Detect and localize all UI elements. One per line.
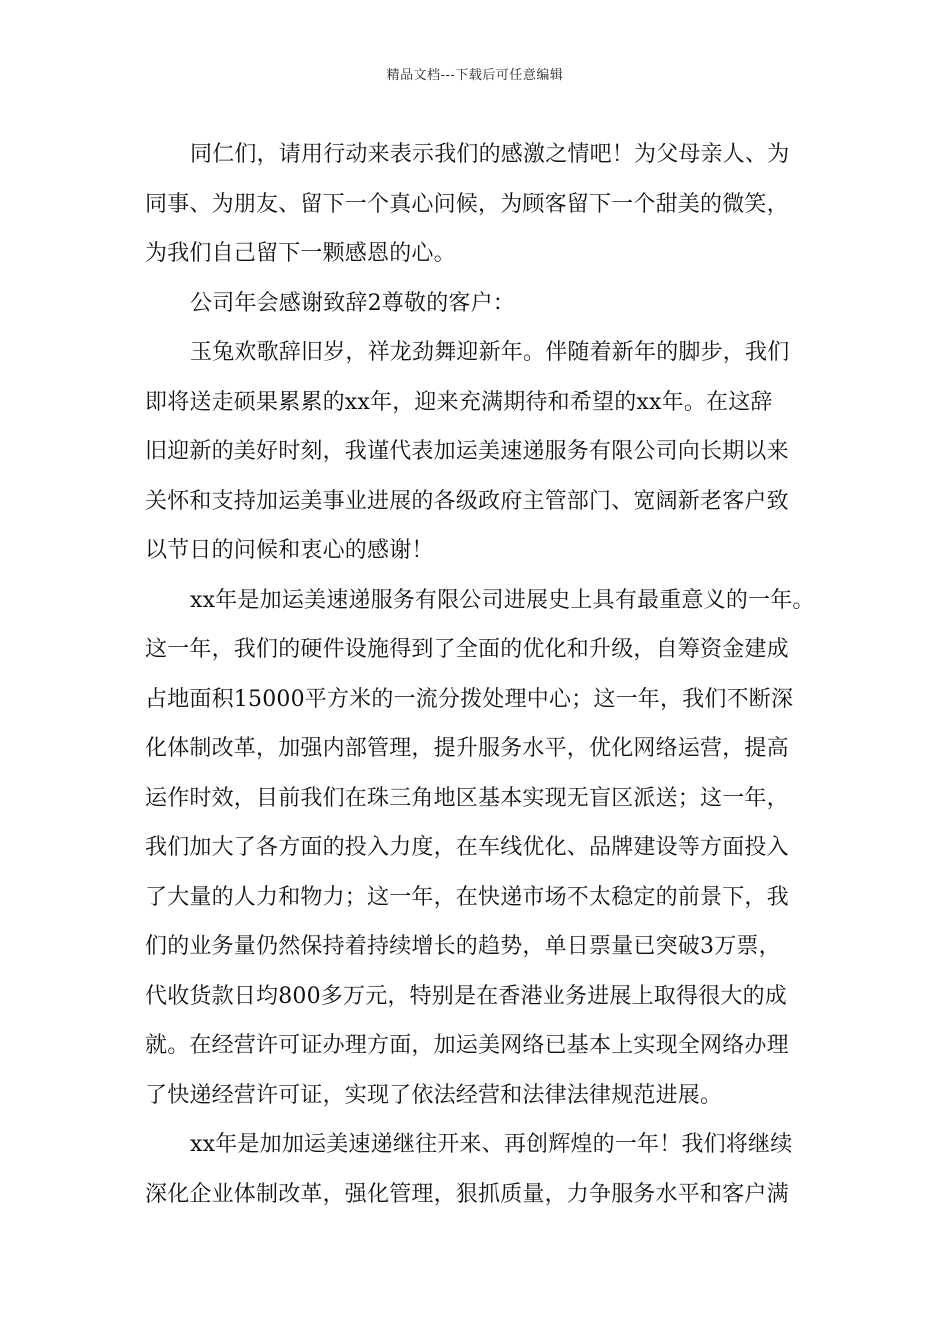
text-line: 运作时效，目前我们在珠三角地区基本实现无盲区派送；这一年， [145, 785, 789, 811]
text-line: 玉兔欢歌辞旧岁，祥龙劲舞迎新年。伴随着新年的脚步，我们 [190, 340, 790, 365]
text-line: 旧迎新的美好时刻，我谨代表加运美速递服务有限公司向长期以来 [145, 439, 789, 464]
text-line: 们的业务量仍然保持着持续增长的趋势，单日票量已突破3万票， [145, 934, 781, 959]
text-line: 公司年会感谢致辞2尊敬的客户： [190, 290, 515, 316]
text-line: 代收货款日均800多万元，特别是在香港业务进展上取得很大的成 [145, 983, 787, 1009]
text-line: 了快递经营许可证，实现了依法经营和法律法律规范进展。 [145, 1082, 723, 1108]
text-line: 我们加大了各方面的投入力度，在车线优化、品牌建设等方面投入 [145, 835, 789, 860]
text-line: 为我们自己留下一颗感恩的心。 [145, 241, 456, 266]
text-line: 深化企业体制改革，强化管理，狠抓质量，力争服务水平和客户满 [145, 1181, 789, 1207]
text-line: 占地面积15000平方米的一流分拨处理中心；这一年，我们不断深 [145, 686, 794, 712]
text-line: 就。在经营许可证办理方面，加运美网络已基本上实现全网络办理 [145, 1033, 789, 1058]
text-line: 这一年，我们的硬件设施得到了全面的优化和升级，自筹资金建成 [145, 637, 789, 662]
document-body [145, 130, 825, 1219]
text-line: 同仁们，请用行动来表示我们的感激之情吧！为父母亲人、为 [190, 142, 790, 167]
text-line: xx年是加运美速递服务有限公司进展史上具有最重意义的一年。 [190, 587, 815, 613]
text-line: 即将送走硕果累累的xx年，迎来充满期待和希望的xx年。在这辞 [145, 389, 773, 415]
text-line: 同事、为朋友、留下一个真心问候，为顾客留下一个甜美的微笑， [145, 191, 789, 217]
text-line: xx年是加加运美速递继往开来、再创辉煌的一年！我们将继续 [190, 1132, 793, 1157]
text-line: 关怀和支持加运美事业进展的各级政府主管部门、宽阔新老客户致 [145, 488, 789, 514]
text-line: 以节日的问候和衷心的感谢！ [145, 538, 434, 563]
page-header: 精品文档---下载后可任意编辑 [386, 68, 564, 83]
text-line: 化体制改革，加强内部管理，提升服务水平，优化网络运营，提高 [145, 736, 789, 761]
text-line: 了大量的人力和物力；这一年，在快递市场不太稳定的前景下，我 [145, 884, 789, 910]
